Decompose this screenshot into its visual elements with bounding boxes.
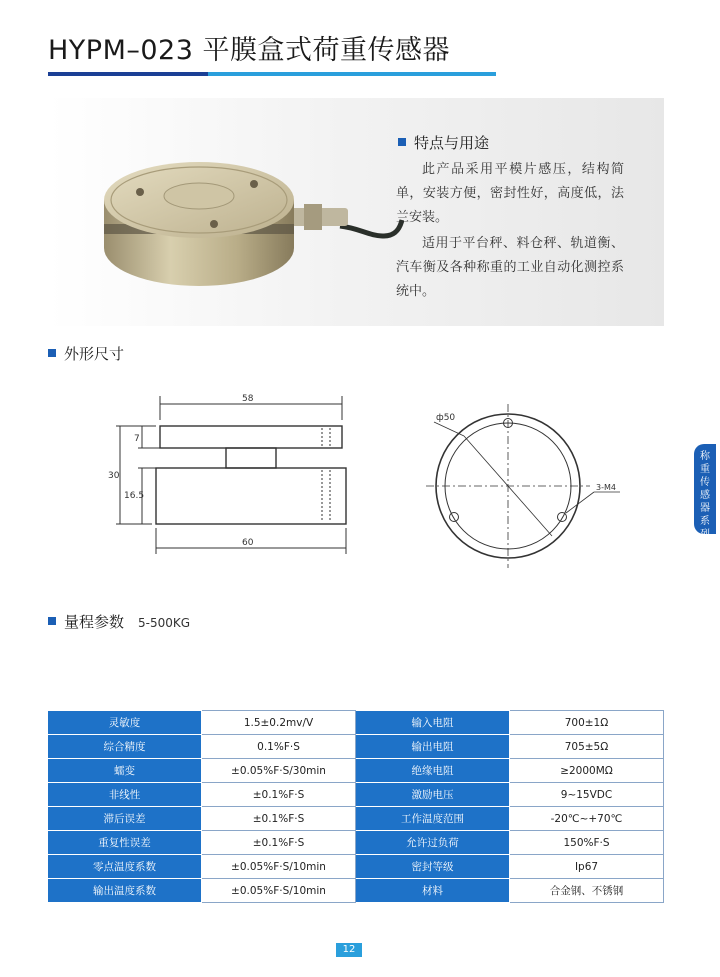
spec-value: 合金钢、不锈钢 bbox=[510, 879, 664, 903]
features-body bbox=[396, 158, 624, 306]
dim-top-height: 7 bbox=[134, 434, 140, 444]
title-rule-light bbox=[208, 72, 496, 76]
features-paragraph: 此产品采用平模片感压，结构简单，安装方便，密封性好，高度低，法兰安装。 bbox=[396, 162, 624, 225]
spec-value: ±0.1%F·S bbox=[202, 783, 356, 807]
side-tab-char: 列 bbox=[700, 529, 710, 540]
spec-label: 输出电阻 bbox=[356, 735, 510, 759]
spec-value: 9~15VDC bbox=[510, 783, 664, 807]
series-side-tab bbox=[694, 444, 716, 540]
spec-value: 1.5±0.2mv/V bbox=[202, 711, 356, 735]
spec-value: ±0.1%F·S bbox=[202, 831, 356, 855]
spec-value: ±0.05%F·S/10min bbox=[202, 855, 356, 879]
table-row bbox=[48, 783, 664, 807]
page-number: 12 bbox=[336, 943, 362, 957]
table-row bbox=[48, 735, 664, 759]
spec-label: 灵敏度 bbox=[48, 711, 202, 735]
side-tab-char: 系 bbox=[700, 516, 710, 527]
spec-label: 蠕变 bbox=[48, 759, 202, 783]
dim-bottom-height: 16.5 bbox=[124, 491, 145, 501]
spec-label: 输入电阻 bbox=[356, 711, 510, 735]
spec-value: 700±1Ω bbox=[510, 711, 664, 735]
spec-label: 滞后误差 bbox=[48, 807, 202, 831]
spec-label: 材料 bbox=[356, 879, 510, 903]
spec-table bbox=[47, 710, 664, 903]
spec-label: 输出温度系数 bbox=[48, 879, 202, 903]
side-tab-char: 器 bbox=[700, 503, 710, 514]
spec-value: 0.1%F·S bbox=[202, 735, 356, 759]
range-value: 5-500KG bbox=[138, 616, 191, 630]
title-rule-dark bbox=[48, 72, 208, 76]
side-tab-char: 感 bbox=[700, 490, 710, 501]
table-row bbox=[48, 759, 664, 783]
features-heading bbox=[398, 132, 489, 153]
table-row bbox=[48, 711, 664, 735]
load-cell-photo bbox=[104, 128, 404, 298]
spec-label: 激励电压 bbox=[356, 783, 510, 807]
dim-holes: 3-M4 bbox=[596, 483, 616, 492]
spec-value: ±0.1%F·S bbox=[202, 807, 356, 831]
table-row bbox=[48, 855, 664, 879]
spec-value: 705±5Ω bbox=[510, 735, 664, 759]
table-row bbox=[48, 879, 664, 903]
spec-value: 150%F·S bbox=[510, 831, 664, 855]
dimensions-heading-text: 外形尺寸 bbox=[64, 345, 125, 363]
spec-label: 重复性误差 bbox=[48, 831, 202, 855]
spec-label: 零点温度系数 bbox=[48, 855, 202, 879]
side-tab-char: 重 bbox=[700, 464, 710, 475]
spec-value: ±0.05%F·S/30min bbox=[202, 759, 356, 783]
dimensions-heading bbox=[48, 343, 124, 364]
hero-panel bbox=[48, 98, 664, 326]
side-tab-char: 称 bbox=[700, 451, 710, 462]
table-row bbox=[48, 831, 664, 855]
bullet-square-icon bbox=[398, 138, 406, 146]
spec-label: 非线性 bbox=[48, 783, 202, 807]
features-heading-text: 特点与用途 bbox=[414, 134, 490, 152]
top-view-drawing bbox=[420, 398, 630, 608]
spec-value: Ip67 bbox=[510, 855, 664, 879]
dim-total-height: 30 bbox=[108, 471, 120, 481]
range-heading-text: 量程参数 bbox=[64, 613, 125, 631]
dim-bottom-width: 60 bbox=[242, 538, 254, 548]
dim-diameter: ф50 bbox=[436, 413, 456, 423]
spec-value: ≥2000MΩ bbox=[510, 759, 664, 783]
spec-label: 综合精度 bbox=[48, 735, 202, 759]
side-tab-char: 传 bbox=[700, 477, 710, 488]
range-heading bbox=[48, 611, 190, 632]
spec-value: -20℃~+70℃ bbox=[510, 807, 664, 831]
spec-label: 绝缘电阻 bbox=[356, 759, 510, 783]
page-title: HYPM–023 平膜盒式荷重传感器 bbox=[48, 35, 450, 66]
spec-label: 允许过负荷 bbox=[356, 831, 510, 855]
side-view-drawing bbox=[108, 388, 358, 573]
spec-label: 密封等级 bbox=[356, 855, 510, 879]
spec-label: 工作温度范围 bbox=[356, 807, 510, 831]
dim-top-width: 58 bbox=[242, 394, 254, 404]
bullet-square-icon bbox=[48, 349, 56, 357]
table-row bbox=[48, 807, 664, 831]
bullet-square-icon bbox=[48, 617, 56, 625]
features-paragraph: 适用于平台秤、料仓秤、轨道衡、汽车衡及各种称重的工业自动化测控系统中。 bbox=[396, 236, 624, 299]
spec-value: ±0.05%F·S/10min bbox=[202, 879, 356, 903]
